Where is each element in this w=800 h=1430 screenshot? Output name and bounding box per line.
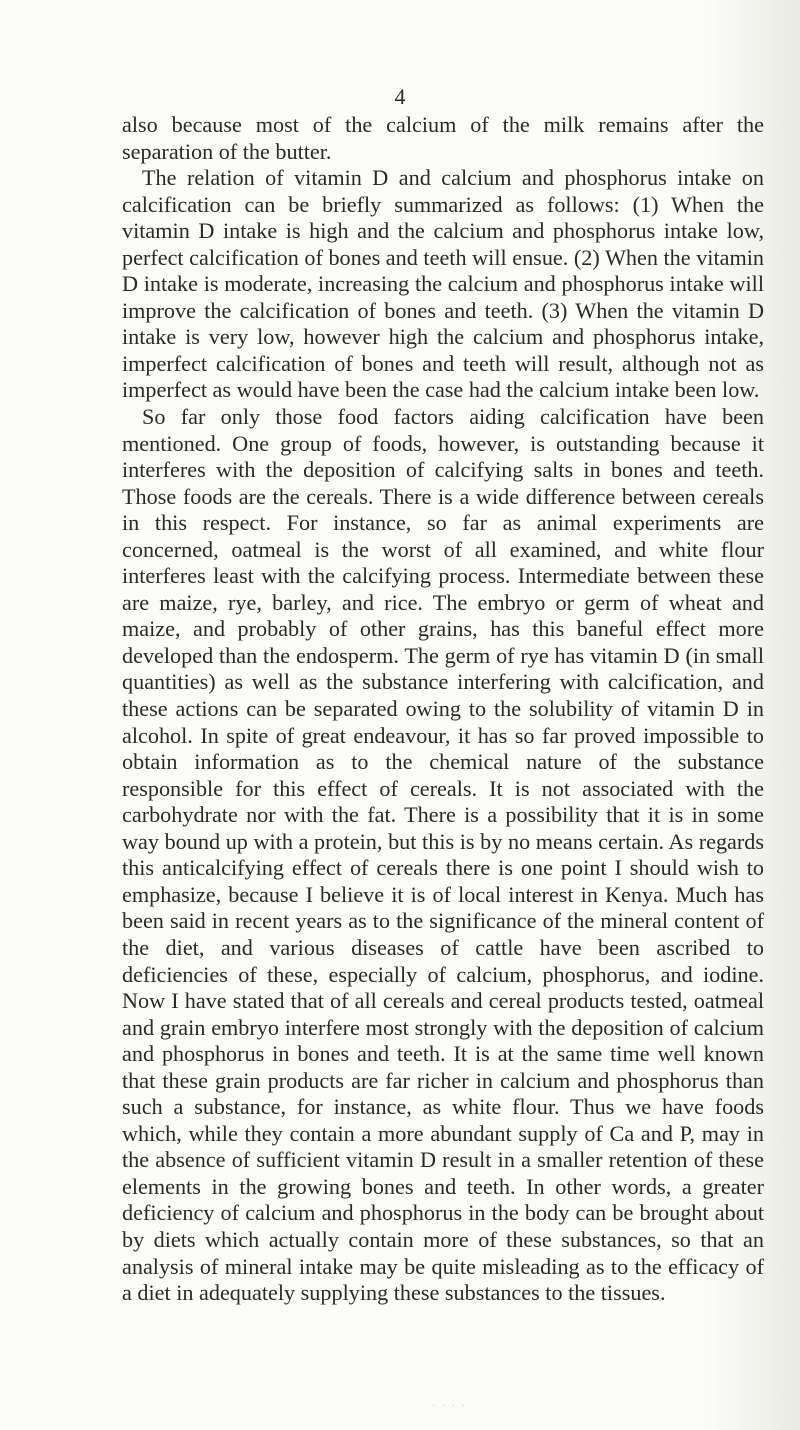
body-text	[122, 112, 764, 1307]
scan-artifact: · · · ·	[432, 1401, 467, 1412]
page-number: 4	[394, 84, 406, 109]
paragraph-2: The relation of vitamin D and calcium and phosphorus intake on calcification can be briefly summarized as follows: (1) When the vitamin D intake is high and the calcium and phosphorus intake low, perfect calcification of bones and teeth will ensue. (2) When the vitamin D intake is moderate, increasing the calcium and phosphorus intake will improve the calcification of bones and teeth. (3) When the vitamin D intake is very low, however high the calcium and phosphorus intake, imperfect calcification of bones and teeth will result, although not as imperfect as would have been the case had the calcium intake been low.	[122, 165, 764, 403]
paragraph-1: also because most of the calcium of the milk remains after the separation of the butter.	[122, 112, 764, 164]
paragraph-3: So far only those food factors aiding calcification have been mentioned. One group of foods, however, is outstanding because it interferes with the deposition of calcifying salts in bones and teeth. Those foods are the cereals. There is a wide difference between cereals in this respect. For instance, so far as animal experiments are concerned, oatmeal is the worst of all examined, and white flour interferes least with the calcifying process. Intermediate between these are maize, rye, barley, and rice. The embryo or germ of wheat and maize, and probably of other grains, has this baneful effect more developed than the endosperm. The germ of rye has vitamin D (in small quantities) as well as the substance interfering with calcification, and these actions can be separated owing to the solubility of vitamin D in alcohol. In spite of great endeavour, it has so far proved impossible to obtain information as to the chemical nature of the substance responsible for this effect of cereals. It is not associated with the carbohydrate nor with the fat. There is a possibility that it is in some way bound up with a protein, but this is by no means certain. As regards this anticalcifying effect of cereals there is one point I should wish to emphasize, because I believe it is of local interest in Kenya. Much has been said in recent years as to the significance of the mineral content of the diet, and various diseases of cattle have been ascribed to deficiencies of these, especially of calcium, phosphorus, and iodine. Now I have stated that of all cereals and cereal products tested, oatmeal and grain embryo interfere most strongly with the deposition of calcium and phosphorus in bones and teeth. It is at the same time well known that these grain products are far richer in calcium and phosphorus than such a substance, for instance, as white flour. Thus we have foods which, while they contain a more abundant supply of Ca and P, may in the absence of sufficient vitamin D result in a smaller retention of these elements in the growing bones and teeth. In other words, a greater deficiency of calcium and phosphorus in the body can be brought about by diets which actually contain more of these substances, so that an analysis of mineral intake may be quite misleading as to the efficacy of a diet in adequately supplying these substances to the tissues.	[122, 404, 764, 1306]
